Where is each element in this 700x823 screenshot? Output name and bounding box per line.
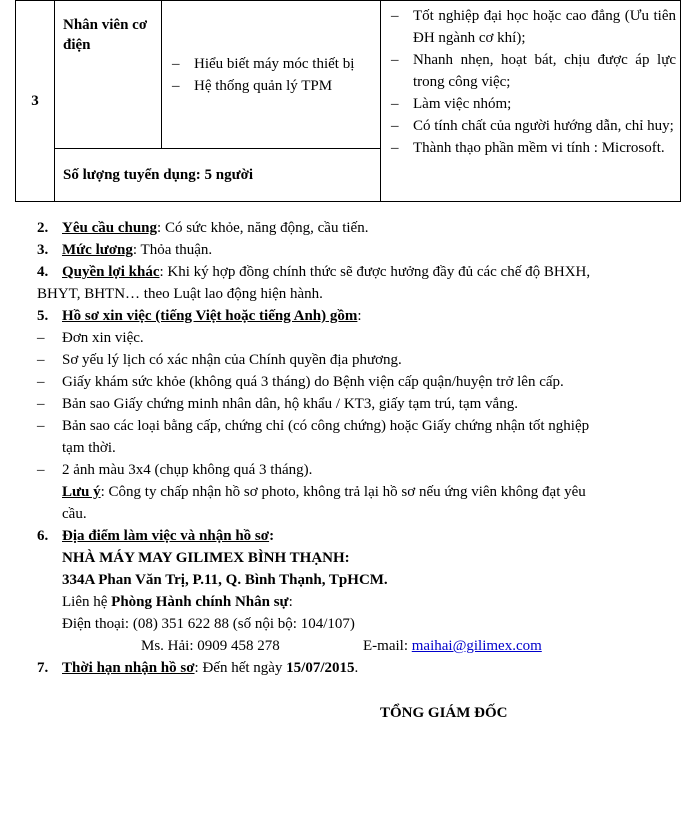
section-label: Mức lương — [62, 242, 133, 258]
requirement-item: – Nhanh nhẹn, hoạt bát, chịu được áp lực trong công việc; — [391, 52, 676, 90]
requirements-cell — [381, 1, 681, 202]
section-label: Yêu cầu chung — [62, 220, 158, 236]
note: Lưu ý: Công ty chấp nhận hồ sơ photo, không trả lại hồ sơ nếu ứng viên không đạt yêu — [62, 484, 586, 500]
requirement-item: – Làm việc nhóm; — [391, 96, 512, 112]
note-cont: cầu. — [62, 506, 87, 522]
section-4-cont: BHYT, BHTN… theo Luật lao động hiện hành. — [37, 286, 323, 302]
section-6: 6. Địa điểm làm việc và nhận hồ sơ: — [37, 528, 275, 544]
recruitment-table — [15, 0, 681, 202]
quantity-cell: Số lượng tuyển dụng: 5 người — [55, 149, 381, 202]
note-label: Lưu ý — [62, 484, 101, 500]
section-5: 5. Hồ sơ xin việc (tiếng Việt hoặc tiếng Anh) gồm: — [37, 308, 362, 324]
signature-title: TỔNG GIÁM ĐỐC — [380, 705, 508, 721]
section-7: 7. Thời hạn nhận hồ sơ: Đến hết ngày 15/07/2015. — [37, 660, 359, 676]
requirements-list — [387, 5, 676, 159]
email-link[interactable]: maihai@gilimex.com — [411, 638, 542, 654]
doc-item: – Giấy khám sức khỏe (không quá 3 tháng) do Bệnh viện cấp quận/huyện trở lên cấp. — [37, 374, 564, 390]
requirement-item: – Thành thạo phần mềm vi tính : Microsoft. — [391, 140, 665, 156]
requirement-item: – Có tính chất của người hướng dẫn, chỉ huy; — [391, 118, 674, 134]
section-3: 3. Mức lương: Thỏa thuận. — [37, 242, 213, 258]
section-4: 4. Quyền lợi khác: Khi ký hợp đồng chính thức sẽ được hưởng đầy đủ các chế độ BHXH, — [37, 264, 591, 280]
contact-line: Liên hệ Phòng Hành chính Nhân sự: — [62, 594, 293, 610]
doc-item-cont: tạm thời. — [62, 440, 116, 456]
skill-item: – Hệ thống quản lý TPM — [172, 77, 333, 94]
skills-list — [168, 53, 376, 97]
doc-item: – Đơn xin việc. — [37, 330, 144, 346]
section-label: Địa điểm làm việc và nhận hồ sơ — [62, 528, 270, 544]
position-title: Nhân viên cơ điện — [55, 1, 162, 149]
company-name: NHÀ MÁY MAY GILIMEX BÌNH THẠNH: — [62, 550, 350, 566]
doc-item: – Bản sao các loại bằng cấp, chứng chỉ (có công chứng) hoặc Giấy chứng nhận tốt nghiệp — [37, 418, 590, 434]
doc-item: – Bản sao Giấy chứng minh nhân dân, hộ khẩu / KT3, giấy tạm trú, tạm vắng. — [37, 396, 518, 412]
company-address: 334A Phan Văn Trị, P.11, Q. Bình Thạnh, TpHCM. — [62, 572, 388, 588]
section-label: Thời hạn nhận hồ sơ — [62, 660, 195, 676]
section-label: Hồ sơ xin việc (tiếng Việt hoặc tiếng Anh) gồm — [62, 308, 358, 324]
skills-cell — [162, 1, 381, 149]
section-label: Quyền lợi khác — [62, 264, 160, 280]
row-number: 3 — [16, 1, 55, 202]
section-2: 2. Yêu cầu chung: Có sức khỏe, năng động, cầu tiến. — [37, 220, 369, 236]
document-body — [37, 217, 667, 679]
skill-item: – Hiểu biết máy móc thiết bị — [172, 55, 355, 72]
doc-item: – Sơ yếu lý lịch có xác nhận của Chính quyền địa phương. — [37, 352, 402, 368]
doc-item: – 2 ảnh màu 3x4 (chụp không quá 3 tháng). — [37, 462, 313, 478]
requirement-item: – Tốt nghiệp đại học hoặc cao đẳng (Ưu tiên ĐH ngành cơ khí); — [391, 8, 676, 46]
phone-line: Điện thoại: (08) 351 622 88 (số nội bộ: 104/107) — [62, 616, 355, 632]
person-line: Ms. Hải: 0909 458 278 E-mail: maihai@gilimex.com — [141, 638, 542, 654]
